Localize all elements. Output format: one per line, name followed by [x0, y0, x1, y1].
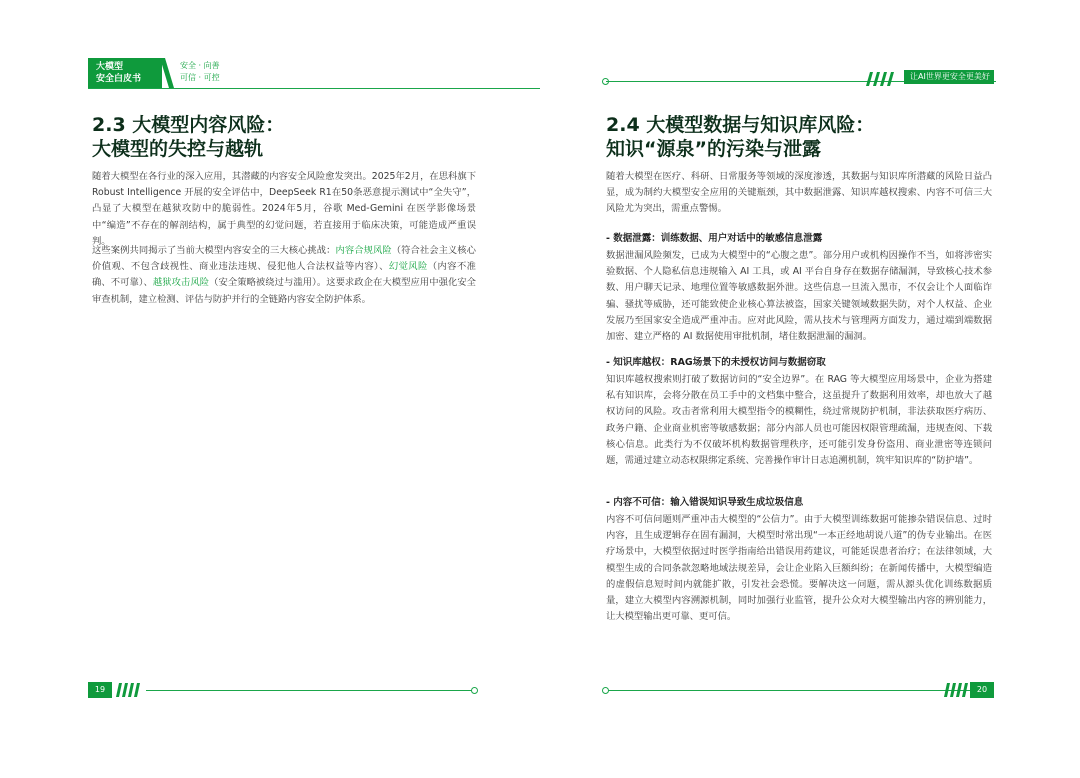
- title-line1: 2.4 大模型数据与知识库风险：: [606, 114, 875, 136]
- para2-text-b: （符合社会主义核心价值观、不包含歧视性、商业违法违规、侵犯他人合法权益等内容）、: [92, 245, 476, 273]
- page-number-left: 19: [88, 682, 112, 698]
- highlight-jailbreak: 越狱攻击风险: [152, 277, 210, 289]
- brand-line2: 安全白皮书: [96, 74, 142, 84]
- right-intro-paragraph: 随着大模型在医疗、科研、日常服务等领域的深度渗透，其数据与知识库所潜藏的风险日益凸显，成为制约大模型安全应用的关键瓶颈，其中数据泄露、知识库越权搜索、内容不可信三大风险尤为突出，需重点警惕。: [606, 171, 992, 215]
- brand-tagline: [180, 60, 220, 84]
- stripes-decoration-left: [116, 683, 142, 697]
- tagline-line2: 可信 · 可控: [180, 73, 220, 82]
- page-number-right: 20: [970, 682, 994, 698]
- subheading-untrusted-content: - 内容不可信：输入错误知识导致生成垃圾信息: [606, 497, 804, 508]
- title-line1: 2.3 大模型内容风险：: [92, 114, 285, 136]
- footer-rule-left: [146, 690, 472, 691]
- subheading-kb-overreach: - 知识库越权：RAG场景下的未授权访问与数据窃取: [606, 357, 826, 368]
- stripes-decoration-right: [944, 683, 970, 697]
- highlight-hallucination: 幻觉风险: [388, 261, 428, 273]
- title-line2: 知识“源泉”的污染与泄露: [606, 138, 821, 160]
- section-title-2-3: [92, 113, 284, 161]
- section-title-2-4: [606, 113, 874, 161]
- title-line2: 大模型的失控与越轨: [92, 138, 264, 160]
- para2-text-a: 这些案例共同揭示了当前大模型内容安全的三大核心挑战：: [92, 245, 336, 256]
- brand-slant-decoration: [160, 58, 174, 88]
- paragraph-untrusted-content: 内容不可信问题则严重冲击大模型的“公信力”。由于大模型训练数据可能掺杂错误信息、过时内容，且生成逻辑存在固有漏洞，大模型时常出现“一本正经地胡说八道”的伪专业输出。在医疗场景中，大模型依据过时医学指南给出错误用药建议，可能延误患者治疗；在法律领域，大模型生成的合同条款忽略地域法规差异，会让企业陷入巨额纠纷；在新闻传播中，大模型编造的虚假信息短时间内就能扩散，引发社会恐慌。要解决这一问题，需从源头优化训练数据质量，建立大模型内容溯源机制，同时加强行业监管，提升公众对大模型输出内容的辨别能力，让大模型输出更可靠、更可信。: [606, 514, 992, 623]
- brand-logo-tab: [88, 58, 162, 88]
- paragraph-data-leak: 数据泄漏风险频发，已成为大模型中的“心腹之患”。部分用户或机构因操作不当，如将涉密实验数据、个人隐私信息违规输入 AI 工具，或 AI 平台自身存在数据存储漏洞，导致核心技术参数、用户聊天记录、地理位置等敏感数据外泄。这些信息一旦流入黑市，不仅会让个人面临诈骗、骚扰等威胁，还可能致使企业核心算法被盗，国家关键领域数据失防，对个人权益、企业发展乃至国家安全造成严重冲击。应对此风险，需从技术与管理两方面发力，通过端到端数据加密、建立严格的 AI 数据使用审批机制，堵住数据泄漏的漏洞。: [606, 250, 992, 343]
- header-rule: [88, 88, 540, 89]
- brand-line1: 大模型: [96, 62, 124, 72]
- footer-dot-left: [471, 687, 478, 694]
- tagline-line1: 安全 · 向善: [180, 61, 220, 70]
- slogan-badge: 让AI世界更安全更美好: [904, 70, 994, 84]
- left-paragraph-2: [92, 243, 476, 308]
- para2-text-c: （内容不准确、不可靠）、: [92, 261, 476, 289]
- para2-text-d: （安全策略被绕过与滥用）。这要求政企在大模型应用中强化安全审查机制，建立检测、评估与防护并行的全链路内容安全防护体系。: [92, 277, 476, 305]
- footer-rule-right: [608, 690, 970, 691]
- highlight-content-compliance: 内容合规风险: [335, 245, 392, 256]
- stripes-decoration-header: [866, 72, 900, 86]
- left-paragraph-1: 随着大模型在各行业的深入应用，其潜藏的内容安全风险愈发突出。2025年2月，在思科旗下Robust Intelligence 开展的安全评估中，DeepSeek R1在50条恶意提示测试中“全失守”，凸显了大模型在越狱攻防中的脆弱性。2024年5月，谷歌 Med-Gemini 在医学影像场景中“编造”不存在的解剖结构，属于典型的幻觉问题，若直接用于临床决策，可能造成严重误判。: [92, 171, 476, 247]
- right-page: [540, 0, 1080, 778]
- subheading-data-leak: - 数据泄露：训练数据、用户对话中的敏感信息泄露: [606, 233, 823, 244]
- paragraph-kb-overreach: 知识库越权搜索则打破了数据访问的“安全边界”。在 RAG 等大模型应用场景中，企业为搭建私有知识库，会将分散在员工手中的文档集中整合，这虽提升了数据利用效率，却也放大了越权访问的风险。攻击者常利用大模型指令的模糊性，绕过常规防护机制，非法获取医疗病历、政务户籍、企业商业机密等敏感数据；部分内部人员也可能因权限管理疏漏，违规查阅、下载核心信息。此类行为不仅破坏机构数据管理秩序，还可能引发身份盗用、商业泄密等连锁问题，需通过建立动态权限绑定系统、完善操作审计日志追溯机制，筑牢知识库的“防护墙”。: [606, 374, 992, 467]
